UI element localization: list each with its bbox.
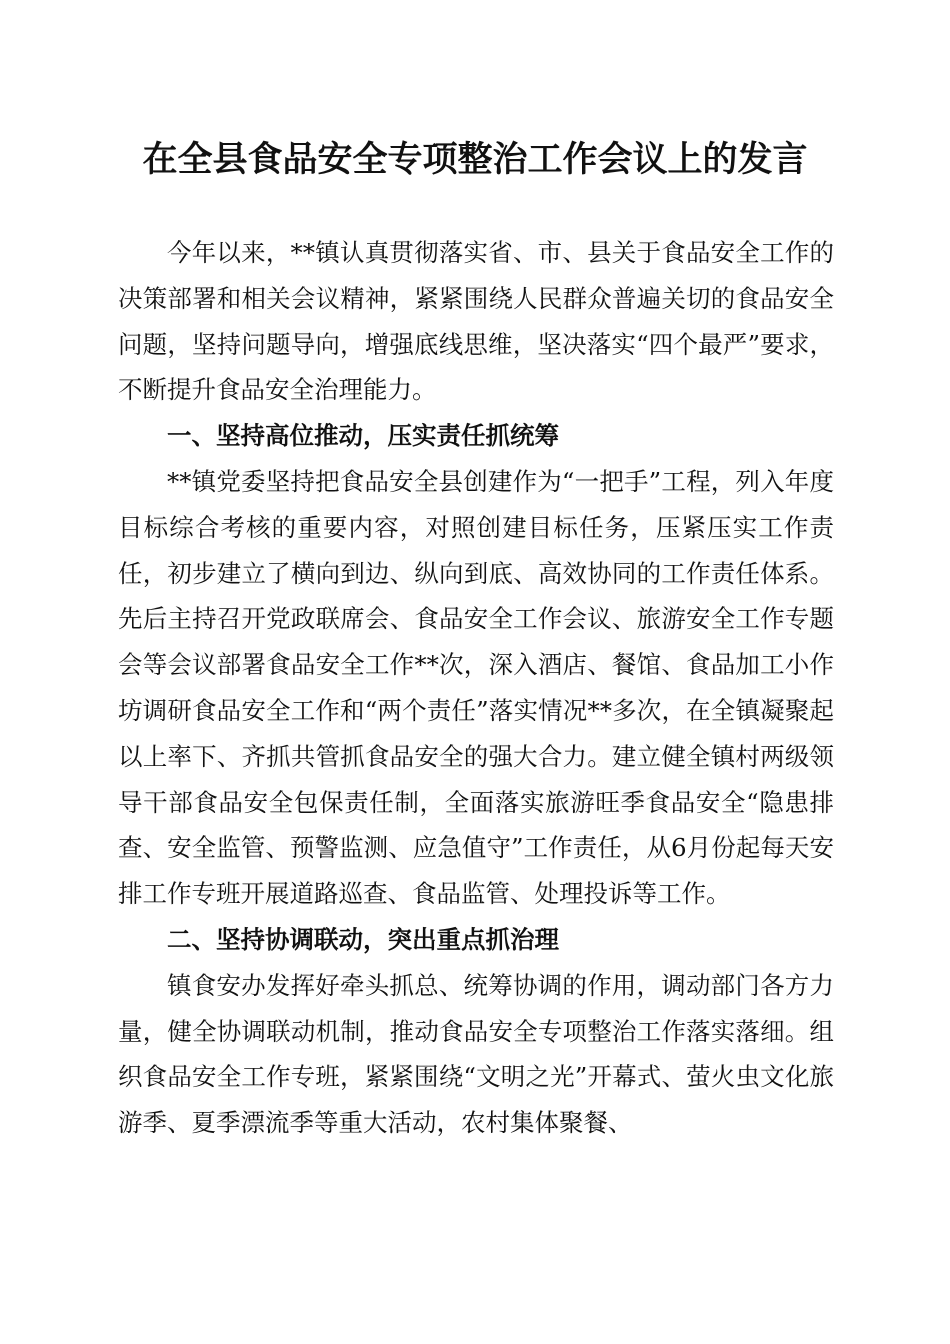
section-heading-1: 一、坚持高位推动，压实责任抓统筹 <box>167 421 559 451</box>
document-body <box>118 230 834 1146</box>
intro-paragraph: 今年以来，**镇认真贯彻落实省、市、县关于食品安全工作的决策部署和相关会议精神，紧紧围绕人民群众普遍关切的食品安全问题，坚持问题导向，增强底线思维，坚决落实“四个最严”要求，不断提升食品安全治理能力。 <box>118 238 834 405</box>
document-title: 在全县食品安全专项整治工作会议上的发言 <box>142 139 808 180</box>
section-paragraph-1: **镇党委坚持把食品安全县创建作为“一把手”工程，列入年度目标综合考核的重要内容，对照创建目标任务，压紧压实工作责任，初步建立了横向到边、纵向到底、高效协同的工作责任体系。先后主持召开党政联席会、食品安全工作会议、旅游安全工作专题会等会议部署食品安全工作**次，深入酒店、餐馆、食品加工小作坊调研食品安全工作和“两个责任”落实情况**多次，在全镇凝聚起以上率下、齐抓共管抓食品安全的强大合力。建立健全镇村两级领导干部食品安全包保责任制，全面落实旅游旺季食品安全“隐患排查、安全监管、预警监测、应急值守”工作责任，从6月份起每天安排工作专班开展道路巡查、食品监管、处理投诉等工作。 <box>118 466 834 909</box>
section-paragraph-2: 镇食安办发挥好牵头抓总、统筹协调的作用，调动部门各方力量，健全协调联动机制，推动食品安全专项整治工作落实落细。组织食品安全工作专班，紧紧围绕“文明之光”开幕式、萤火虫文化旅游季、夏季漂流季等重大活动，农村集体聚餐、 <box>118 970 834 1138</box>
section-heading-2: 二、坚持协调联动，突出重点抓治理 <box>167 924 559 954</box>
